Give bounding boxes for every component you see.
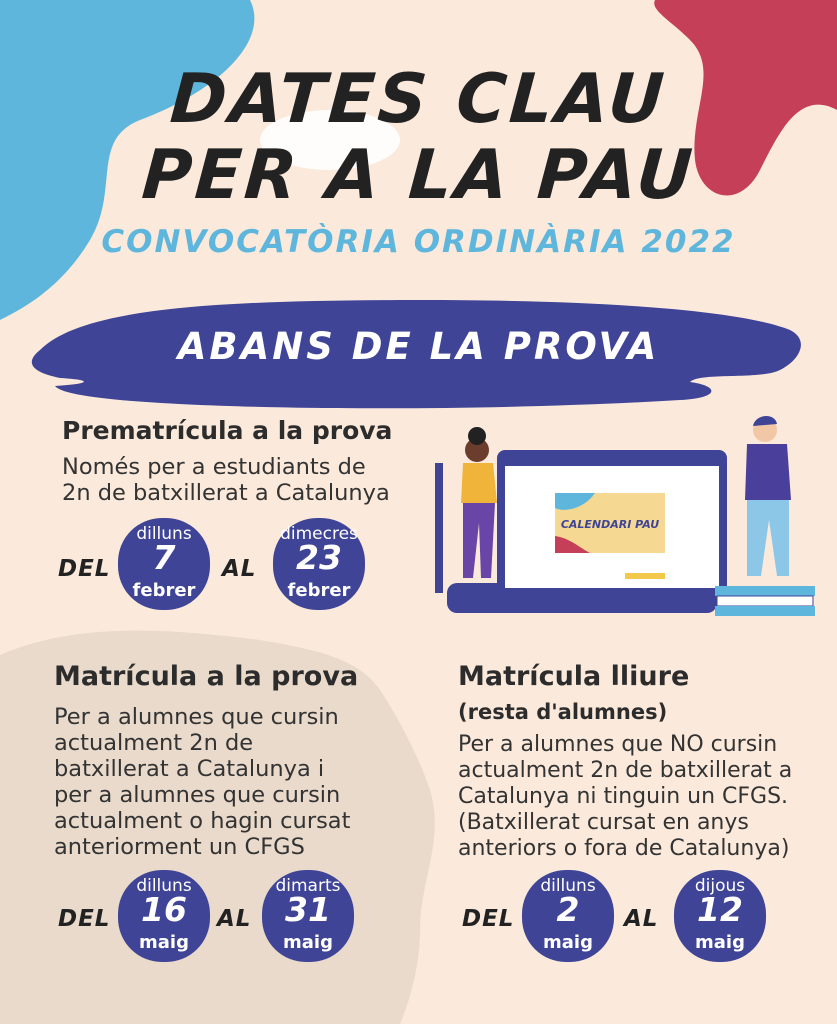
screen-button <box>625 573 665 579</box>
man-pants <box>747 500 789 576</box>
date-number: 31 <box>285 890 331 929</box>
book-3 <box>715 606 815 616</box>
section2-start-date <box>118 870 210 962</box>
date-number: 2 <box>556 890 580 929</box>
title-line-1: DATES CLAU <box>167 60 670 139</box>
date-month: maig <box>543 932 593 953</box>
section2-body: Per a alumnes que cursin actualment 2n de batxillerat a Catalunya i per a alumnes que cursin actualment o hagin cursat anteriorment un CFGS <box>54 704 351 860</box>
section2-end-date <box>262 870 354 962</box>
section3-heading: Matrícula lliure <box>458 661 690 692</box>
subtitle: CONVOCATÒRIA ORDINÀRIA 2022 <box>101 224 736 260</box>
woman-shirt <box>461 463 497 503</box>
book-1 <box>715 586 815 596</box>
date-number: 12 <box>697 890 743 929</box>
section2-heading: Matrícula a la prova <box>54 661 359 692</box>
date-month: maig <box>283 932 333 953</box>
screen-calendar-text: CALENDARI PAU <box>560 518 660 531</box>
section3-to-label: AL <box>624 906 659 932</box>
woman-hair <box>468 427 486 445</box>
section2-to-label: AL <box>217 906 252 932</box>
section1-heading: Prematrícula a la prova <box>62 416 393 445</box>
woman-pants <box>463 503 495 578</box>
date-number: 16 <box>141 890 187 929</box>
section3-start-date <box>522 870 614 962</box>
section1-end-date <box>273 518 365 610</box>
section3-end-date <box>674 870 766 962</box>
section3-subheading: (resta d'alumnes) <box>458 700 668 724</box>
section1-start-date <box>118 518 210 610</box>
section1-to-label: AL <box>222 556 257 582</box>
banner-title: ABANS DE LA PROVA <box>177 325 660 368</box>
section3-body: Per a alumnes que NO cursin actualment 2n de batxillerat a Catalunya ni tinguin un CFGS. (Batxillerat cursat en anys anteriors o fora de Catalunya) <box>458 732 793 861</box>
date-day: dilluns <box>540 876 596 896</box>
section1-from-label: DEL <box>58 556 111 582</box>
date-month: febrer <box>287 580 351 601</box>
date-day: dimarts <box>275 876 341 896</box>
section1-body: Només per a estudiants de 2n de batxillerat a Catalunya <box>62 454 390 506</box>
date-month: maig <box>695 932 745 953</box>
date-number: 23 <box>296 538 342 577</box>
title-line-2: PER A LA PAU <box>139 136 698 215</box>
date-day: dijous <box>694 876 746 896</box>
section2-from-label: DEL <box>58 906 111 932</box>
date-day: dilluns <box>136 524 192 544</box>
pencil <box>435 463 443 593</box>
laptop-illustration <box>425 408 825 628</box>
date-month: febrer <box>132 580 196 601</box>
date-day: dimecres <box>280 524 358 544</box>
date-month: maig <box>139 932 189 953</box>
book-2 <box>717 596 813 606</box>
date-number: 7 <box>152 538 176 577</box>
date-day: dilluns <box>136 876 192 896</box>
man-shirt <box>745 444 791 500</box>
section3-from-label: DEL <box>462 906 515 932</box>
